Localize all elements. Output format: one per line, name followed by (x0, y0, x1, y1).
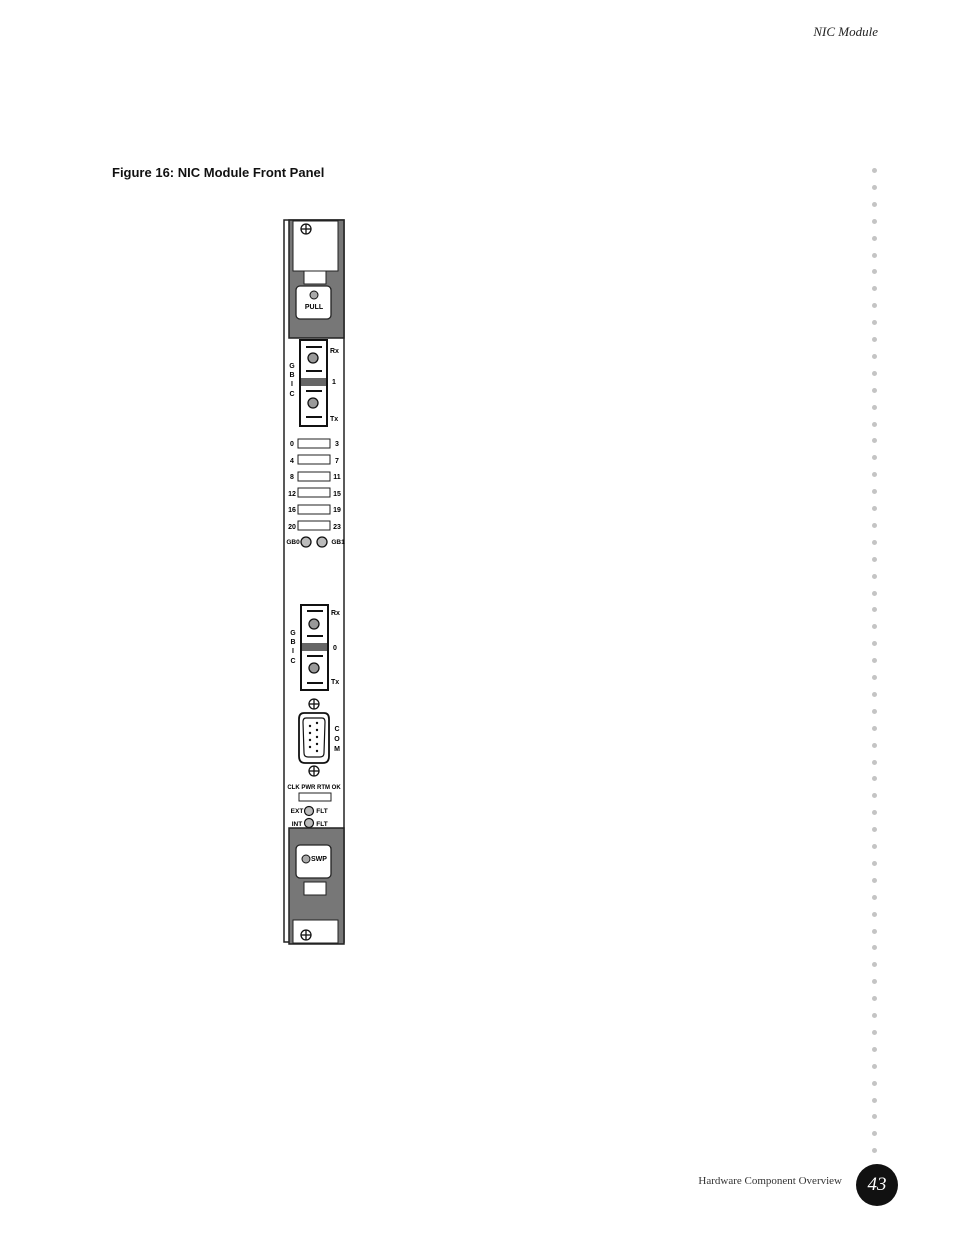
margin-dot (872, 793, 877, 798)
margin-dot (872, 405, 877, 410)
running-header: NIC Module (813, 24, 878, 39)
margin-dot (872, 269, 877, 274)
margin-dot (872, 591, 877, 596)
margin-dot (872, 945, 877, 950)
svg-text:0: 0 (333, 645, 337, 652)
margin-dot (872, 844, 877, 849)
margin-dot (872, 810, 877, 815)
margin-dot (872, 979, 877, 984)
margin-dot (872, 1013, 877, 1018)
svg-text:INT: INT (291, 821, 303, 828)
margin-dot (872, 540, 877, 545)
com-screw-bottom-icon (309, 766, 319, 776)
margin-dot (872, 320, 877, 325)
margin-dot (872, 878, 877, 883)
margin-dot (872, 692, 877, 697)
svg-text:1: 1 (332, 379, 336, 386)
margin-dot (872, 996, 877, 1001)
margin-dot (872, 861, 877, 866)
svg-text:Tx: Tx (331, 679, 340, 686)
margin-dot (872, 1131, 877, 1136)
svg-text:G: G (289, 363, 295, 370)
margin-dot (872, 523, 877, 528)
margin-dot (872, 422, 877, 427)
bottom-screw-icon (301, 930, 311, 940)
svg-text:11: 11 (333, 474, 341, 481)
svg-text:Rx: Rx (331, 610, 340, 617)
margin-dot (872, 1114, 877, 1119)
margin-dot (872, 337, 877, 342)
margin-dot (872, 506, 877, 511)
margin-dot (872, 743, 877, 748)
margin-dot (872, 624, 877, 629)
svg-text:G: G (290, 630, 296, 637)
margin-dot (872, 709, 877, 714)
margin-dot-rail (872, 168, 880, 1158)
margin-dot (872, 895, 877, 900)
margin-dot (872, 776, 877, 781)
svg-text:7: 7 (335, 458, 339, 465)
margin-dot (872, 354, 877, 359)
margin-dot (872, 286, 877, 291)
svg-text:EXT: EXT (290, 808, 304, 815)
svg-text:23: 23 (333, 524, 341, 531)
margin-dot (872, 574, 877, 579)
svg-text:Tx: Tx (330, 416, 339, 423)
margin-dot (872, 658, 877, 663)
svg-text:M: M (334, 746, 340, 753)
margin-dot (872, 962, 877, 967)
svg-text:4: 4 (290, 458, 294, 465)
swp-label: SWP (311, 856, 327, 863)
margin-dot (872, 929, 877, 934)
com-screw-top-icon (309, 699, 319, 709)
svg-text:C: C (290, 658, 296, 665)
svg-text:C: C (334, 726, 340, 733)
svg-text:FLT: FLT (316, 821, 328, 828)
margin-dot (872, 303, 877, 308)
svg-text:I: I (291, 381, 293, 388)
svg-text:20: 20 (288, 524, 296, 531)
margin-dot (872, 219, 877, 224)
svg-text:8: 8 (290, 474, 294, 481)
margin-dot (872, 1030, 877, 1035)
footer-section-title: Hardware Component Overview (698, 1175, 842, 1187)
svg-text:0: 0 (290, 441, 294, 448)
svg-text:GB1: GB1 (331, 539, 345, 546)
margin-dot (872, 202, 877, 207)
svg-text:B: B (290, 639, 296, 646)
margin-dot (872, 726, 877, 731)
margin-dot (872, 455, 877, 460)
margin-dot (872, 253, 877, 258)
svg-text:I: I (292, 648, 294, 655)
margin-dot (872, 827, 877, 832)
margin-dot (872, 675, 877, 680)
margin-dot (872, 1098, 877, 1103)
svg-text:3: 3 (335, 441, 339, 448)
svg-text:O: O (334, 736, 340, 743)
page-number-badge: 43 (856, 1164, 898, 1206)
svg-text:CLK PWR RTM OK: CLK PWR RTM OK (287, 785, 341, 791)
margin-dot (872, 489, 877, 494)
margin-dot (872, 557, 877, 562)
bottom-ejector-handle[interactable] (289, 828, 344, 944)
svg-text:16: 16 (288, 507, 296, 514)
margin-dot (872, 1081, 877, 1086)
svg-text:19: 19 (333, 507, 341, 514)
svg-text:FLT: FLT (316, 808, 328, 815)
port-led-row (290, 472, 341, 481)
margin-dot (872, 1148, 877, 1153)
top-ejector-handle[interactable] (289, 220, 344, 338)
svg-text:12: 12 (288, 491, 296, 498)
margin-dot (872, 472, 877, 477)
margin-dot (872, 438, 877, 443)
svg-text:Rx: Rx (330, 348, 339, 355)
top-screw-icon (301, 224, 311, 234)
margin-dot (872, 760, 877, 765)
svg-text:B: B (289, 372, 295, 379)
margin-dot (872, 371, 877, 376)
pull-label: PULL (304, 304, 324, 311)
margin-dot (872, 168, 877, 173)
svg-text:GB0: GB0 (286, 539, 300, 546)
svg-text:15: 15 (333, 491, 341, 498)
nic-front-panel-figure (282, 216, 348, 953)
margin-dot (872, 236, 877, 241)
figure-caption: Figure 16: NIC Module Front Panel (112, 165, 325, 180)
margin-dot (872, 185, 877, 190)
margin-dot (872, 912, 877, 917)
margin-dot (872, 1064, 877, 1069)
margin-dot (872, 1047, 877, 1052)
svg-text:C: C (289, 391, 295, 398)
margin-dot (872, 607, 877, 612)
margin-dot (872, 388, 877, 393)
margin-dot (872, 641, 877, 646)
